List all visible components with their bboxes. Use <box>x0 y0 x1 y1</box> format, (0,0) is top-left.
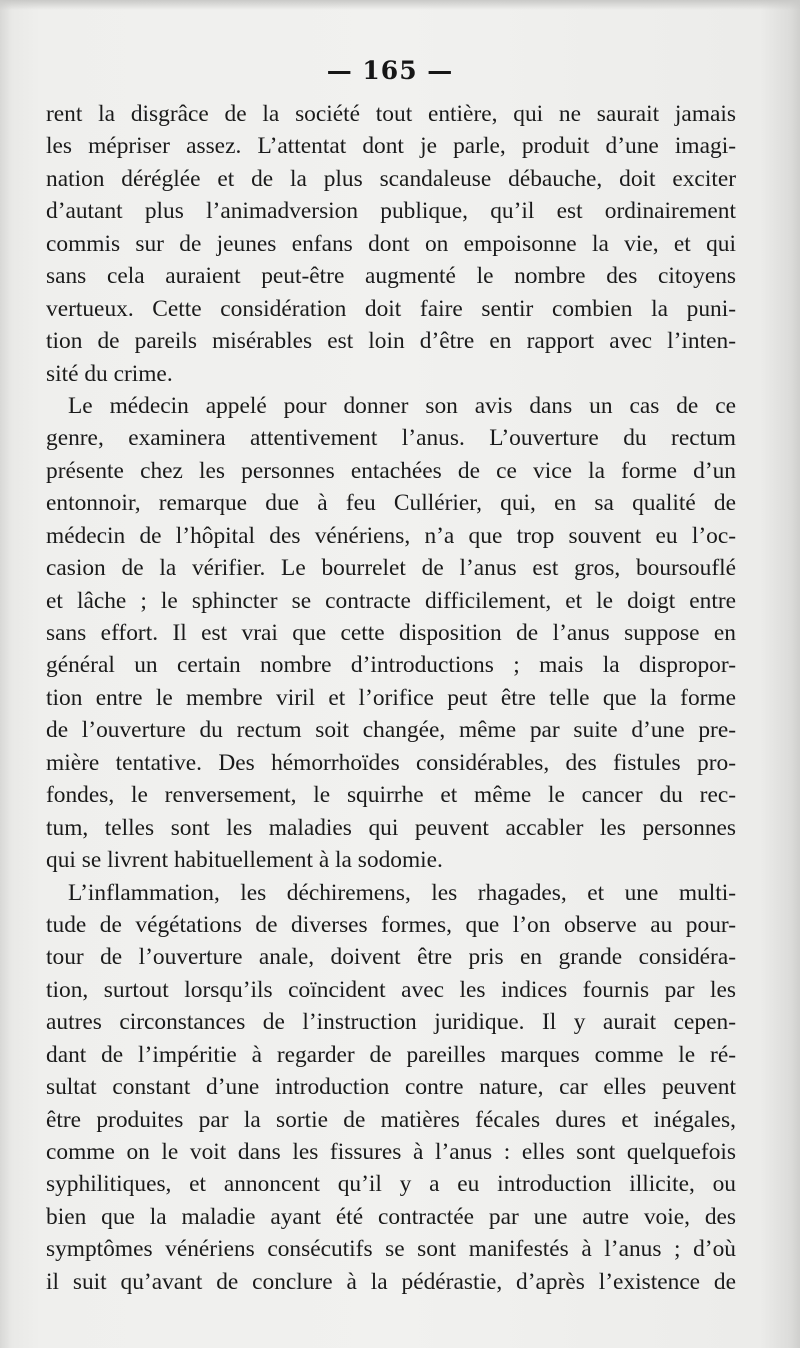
text-line: vertueux. Cette considération doit faire sentir combien la puni- <box>46 295 736 322</box>
text-line: autres circonstances de l’instruction juridique. Il y aurait cepen- <box>46 1009 736 1036</box>
text-line: nation déréglée et de la plus scandaleuse débauche, doit exciter <box>46 165 736 192</box>
text-line: il suit qu’avant de conclure à la pédérastie, d’après l’existence de <box>46 1268 736 1295</box>
text-line: sans cela auraient peut-être augmenté le nombre des citoyens <box>46 263 736 290</box>
page-number: — 165 — <box>326 56 454 85</box>
text-line: entonnoir, remarque due à feu Cullérier, qui, en sa qualité de <box>46 490 736 517</box>
paragraph <box>46 390 736 877</box>
paragraph <box>46 98 736 390</box>
page-edge-shadow <box>0 0 800 10</box>
text-line: présente chez les personnes entachées de ce vice la forme d’un <box>46 457 736 484</box>
text-line: et lâche ; le sphincter se contracte difficilement, et le doigt entre <box>46 587 736 614</box>
text-line: fondes, le renversement, le squirrhe et même le cancer du rec- <box>46 782 736 809</box>
text-line: sans effort. Il est vrai que cette disposition de l’anus suppose en <box>46 620 736 646</box>
paragraph <box>46 877 736 1299</box>
text-line: tude de végétations de diverses formes, que l’on observe au pour- <box>46 911 736 938</box>
text-line: qui se livrent habituellement à la sodomie. <box>46 847 443 874</box>
text-line: casion de la vérifier. Le bourrelet de l’anus est gros, boursouflé <box>46 555 736 582</box>
text-line: syphilitiques, et annoncent qu’il y a eu introduction illicite, ou <box>46 1171 736 1198</box>
text-line: les mépriser assez. L’attentat dont je parle, produit d’une imagi- <box>46 133 736 160</box>
text-line: commis sur de jeunes enfans dont on empoisonne la vie, et qui <box>46 230 736 257</box>
text-line: symptômes vénériens consécutifs se sont manifestés à l’anus ; d’où <box>46 1236 736 1263</box>
text-line: dant de l’impéritie à regarder de pareilles marques comme le ré- <box>46 1041 736 1068</box>
text-line: tour de l’ouverture anale, doivent être pris en grande considéra- <box>46 944 736 971</box>
text-line: tion de pareils misérables est loin d’être en rapport avec l’inten- <box>46 328 736 355</box>
text-line: tion, surtout lorsqu’ils coïncident avec les indices fournis par les <box>46 976 736 1003</box>
text-line: genre, examinera attentivement l’anus. L’ouverture du rectum <box>46 425 736 452</box>
text-line: médecin de l’hôpital des vénériens, n’a que trop souvent eu l’oc- <box>46 522 736 549</box>
text-line: être produites par la sortie de matières fécales dures et inégales, <box>46 1106 736 1133</box>
page-body-text <box>46 98 736 1298</box>
text-line: comme on le voit dans les fissures à l’anus : elles sont quelquefois <box>46 1139 736 1165</box>
text-line: de l’ouverture du rectum soit changée, même par suite d’une pre- <box>46 717 736 744</box>
text-line: d’autant plus l’animadversion publique, qu’il est ordinairement <box>46 198 736 225</box>
text-line: sultat constant d’une introduction contre nature, car elles peuvent <box>46 1074 736 1101</box>
text-line: sité du crime. <box>46 360 173 387</box>
text-line: Le médecin appelé pour donner son avis dans un cas de ce <box>68 392 736 419</box>
text-line: tum, telles sont les maladies qui peuvent accabler les personnes <box>46 814 736 841</box>
text-line: mière tentative. Des hémorrhoïdes considérables, des fistules pro- <box>46 749 736 776</box>
text-line: rent la disgrâce de la société tout entière, qui ne saurait jamais <box>46 101 736 127</box>
text-line: général un certain nombre d’introductions ; mais la dispropor- <box>46 652 736 679</box>
text-line: bien que la maladie ayant été contractée par une autre voie, des <box>46 1203 736 1230</box>
text-line: L’inflammation, les déchiremens, les rhagades, et une multi- <box>68 879 736 906</box>
text-line: tion entre le membre viril et l’orifice peut être telle que la forme <box>46 684 736 711</box>
